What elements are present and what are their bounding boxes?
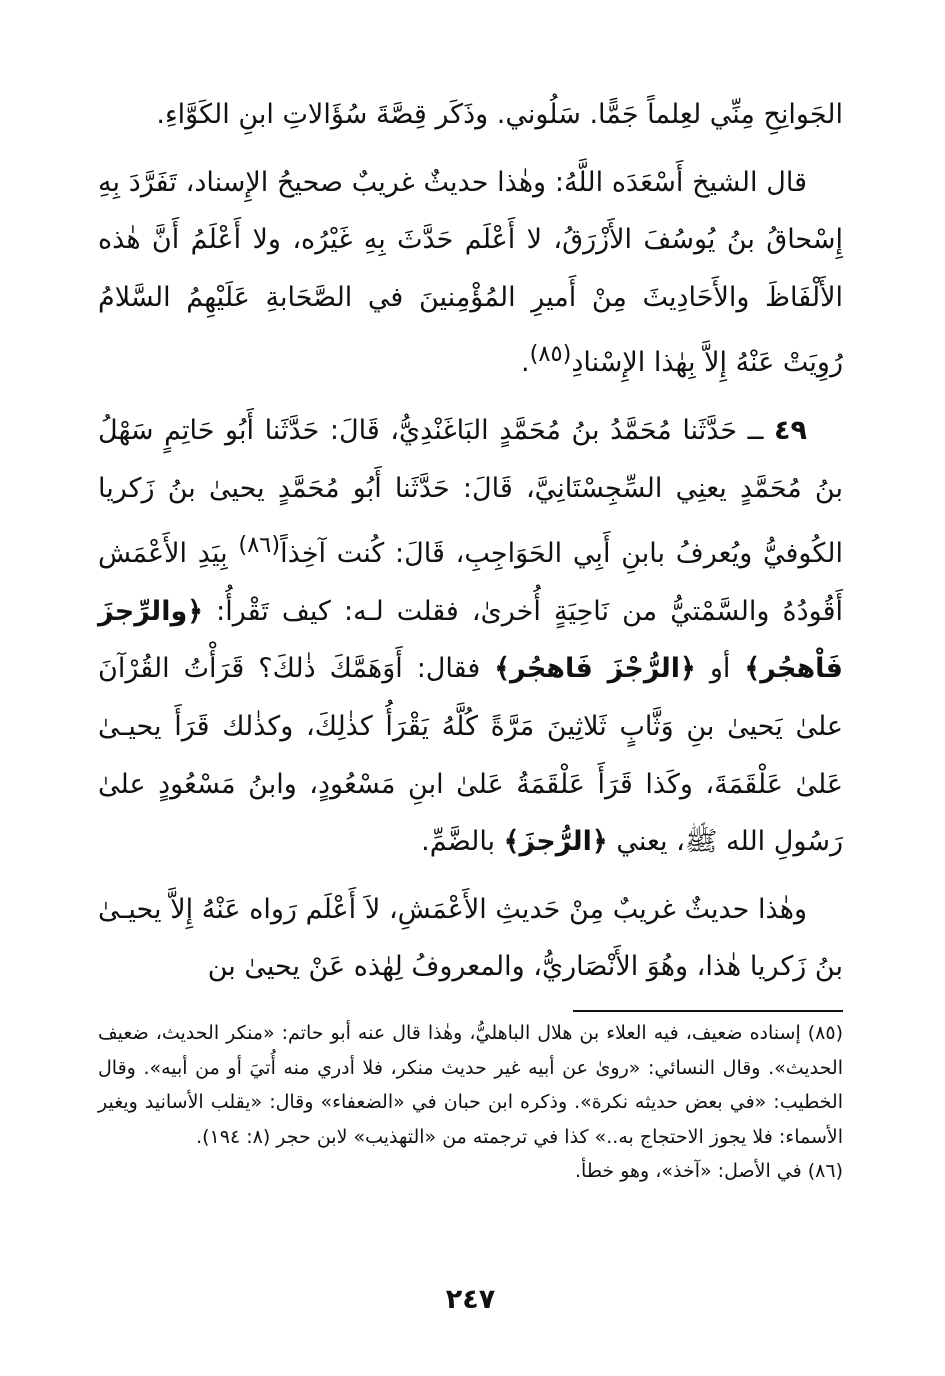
footnote-85: [98, 1016, 843, 1154]
paragraph-3-text-d: فقال: أَوَهَمَّكَ ذٰلكَ؟ قَرَأْتُ القُرْآنَ علىٰ يَحيىٰ بنِ وَثَّابٍ ثَلاثِينَ مَرَّةً كُلَّهُ يَقْرَأُ كذٰلِكَ، وكذٰلك قَرَأَ يحيـىٰ عَلىٰ عَلْقَمَةَ، وكَذا قَرَأَ عَلْقَمَةُ عَلىٰ ابنِ مَسْعُودٍ، وابنُ مَسْعُودٍ علىٰ رَسُولِ الله ﷺ، يعني: [98, 653, 843, 858]
paragraph-2-text: قال الشيخ أَسْعَدَه اللَّهُ: وهٰذا حديثٌ غريبٌ صحيحُ الإِسناد، تَفَرَّدَ بِهِ إِسْحاقُ بنُ يُوسُفَ الأَزْرَقُ، لا أَعْلَم حَدَّثَ بِهِ غَيْرُه، ولا أَعْلَمُ أَنَّ هٰذه الأَلْفَاظَ والأَحَادِيثَ مِنْ أَميرِ المُؤْمِنينَ في الصَّحَابةِ عَلَيْهِمُ السَّلامُ رُوِيَتْ عَنْهُ إِلاَّ بِهٰذا الإِسْنادِ: [98, 166, 843, 379]
quran-quote-3: ﴿الرُّجزَ﴾: [503, 826, 608, 858]
footnote-86-label: (٨٦): [807, 1160, 843, 1182]
paragraph-3-text-b: بِيَدِ الأَعْمَش أَقُودُهُ والسَّمْتيُّ من نَاحِيَةٍ أُخرىٰ، فقلت لـه: كيف تَقْرأُ:: [98, 538, 843, 627]
footnote-separator: [573, 1010, 843, 1012]
paragraph-3-text-c: أو: [695, 653, 745, 685]
paragraph-1-text: الجَوانِحِ مِنِّي لعِلماً جَمًّا. سَلُوني. وذَكَر قِصَّةَ سُؤَالاتِ ابنِ الكَوَّاءِ.: [156, 99, 843, 130]
hadith-number: ٤٩: [774, 414, 807, 446]
footnote-ref-86: (٨٦): [238, 532, 281, 559]
footnote-ref-85: (٨٥): [529, 341, 572, 368]
footnote-86: [98, 1154, 843, 1189]
main-text: [98, 86, 843, 1006]
footnote-85-label: (٨٥): [807, 1022, 843, 1044]
paragraph-4: [98, 881, 843, 996]
paragraph-2: [98, 154, 843, 392]
page-number: ٢٤٧: [445, 1284, 496, 1315]
footnote-86-text: في الأصل: «آخذ»، وهو خطأ.: [575, 1160, 808, 1182]
footnotes: [98, 1016, 843, 1189]
paragraph-4-text: وهٰذا حديثٌ غريبٌ مِنْ حَديثِ الأَعْمَشِ، لاَ أَعْلَم رَواه عَنْهُ إِلاَّ يحيـىٰ بنُ زَكريا هٰذا، وهُوَ الأَنْصَاريُّ، والمعروفُ لِهٰذه عَنْ يحيىٰ بن: [98, 893, 843, 983]
paragraph-3: [98, 402, 843, 871]
paragraph-2-end: .: [521, 347, 530, 379]
document-page: [98, 0, 843, 1376]
paragraph-3-text-a: ــ حَدَّثَنا مُحَمَّدُ بنُ مُحَمَّدٍ البَاغَنْدِيُّ، قَالَ: حَدَّثَنا أَبُو حَاتِمٍ سَهْلُ بنُ مُحَمَّدٍ يعنِي السِّجِسْتَانِيَّ، قَالَ: حَدَّثَنا أَبُو مُحَمَّدٍ يحيىٰ بنُ زَكريا الكُوفيُّ ويُعرفُ بابنِ أَبِي الحَوَاجِبِ، قَالَ: كُنت آخِذاً: [98, 414, 844, 570]
quran-quote-2: ﴿الرُّجْزَ فَاهجُر﴾: [494, 653, 696, 685]
quran-quote-1: ﴿والرِّجزَ فَاْهجُر﴾: [98, 595, 843, 685]
paragraph-1: [98, 86, 843, 144]
footnote-85-text: إسناده ضعيف، فيه العلاء بن هلال الباهليُّ، وهٰذا قال عنه أبو حاتم: «منكر الحديث، ضعيف الحديث». وقال النسائي: «روىٰ عن أبيه غير حديث منكر، فلا أدري منه أُتيَ أو من أبيه». وقال الخطيب: «في بعض حديثه نكرة». وذكره ابن حبان في «الضعفاء» وقال: «يقلب الأسانيد ويغير الأسماء: فلا يجوز الاحتجاج به..» كذا في ترجمته من «التهذيب» لابن حجر (٨: ١٩٤).: [98, 1022, 843, 1148]
paragraph-3-text-e: بالضَّمِّ.: [421, 826, 504, 858]
